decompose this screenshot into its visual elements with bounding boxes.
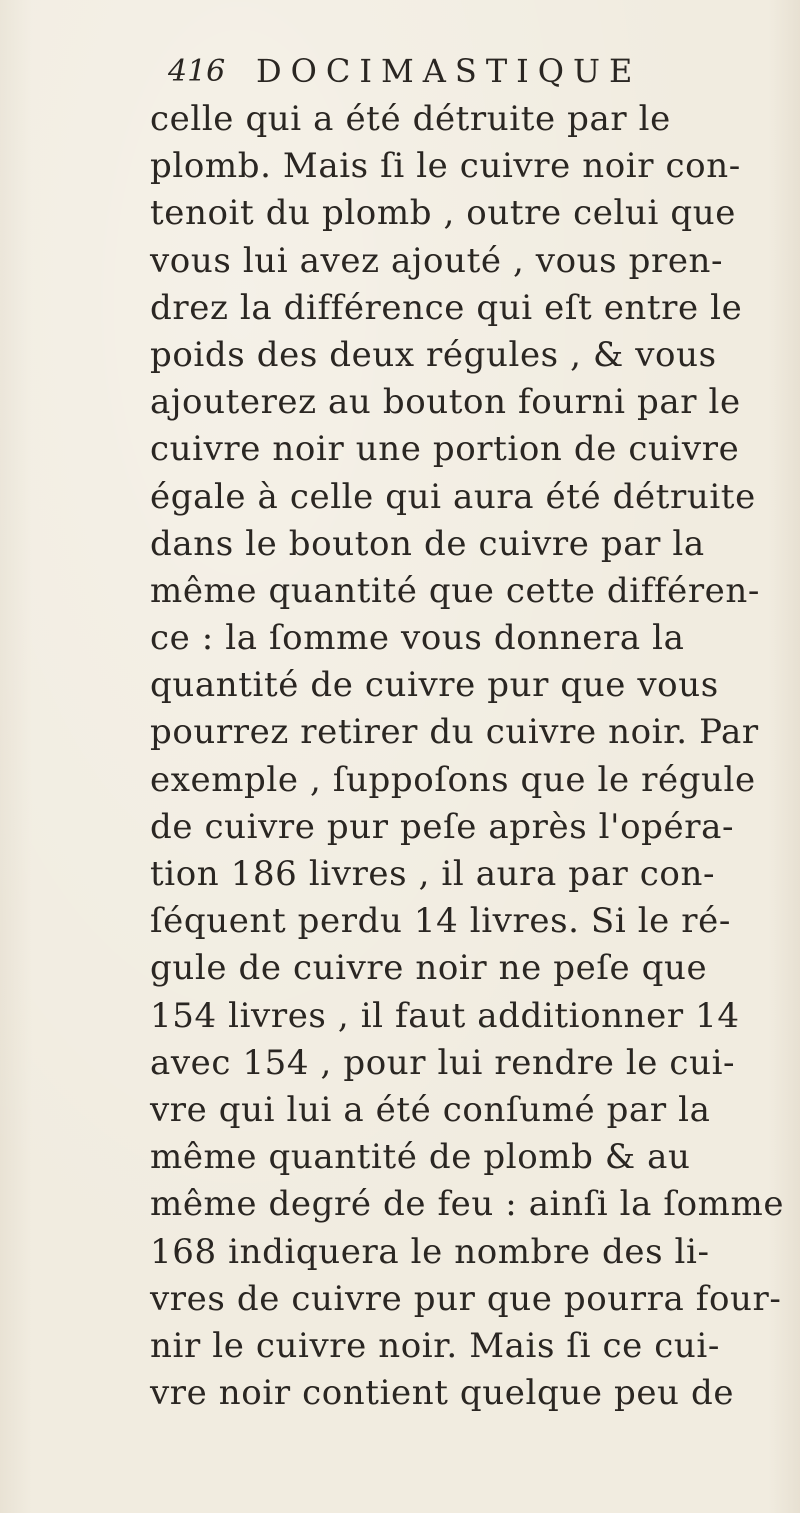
text-line: ce : la ſomme vous donnera la bbox=[150, 618, 685, 659]
text-line: gule de cuivre noir ne peſe que bbox=[150, 948, 708, 989]
text-line: même quantité de plomb & au bbox=[150, 1137, 691, 1178]
text-line: 168 indiquera le nombre des li- bbox=[150, 1231, 710, 1272]
text-line: tenoit du plomb , outre celui que bbox=[150, 193, 736, 234]
page-number: 416 bbox=[168, 54, 226, 89]
text-line: vous lui avez ajouté , vous pren- bbox=[150, 240, 724, 281]
text-line: même degré de feu : ainſi la ſomme bbox=[150, 1184, 785, 1225]
page-header bbox=[168, 52, 768, 96]
text-line: plomb. Mais ſi le cuivre noir con- bbox=[150, 146, 741, 187]
text-line: pourrez retirer du cuivre noir. Par bbox=[150, 712, 759, 753]
text-line: même quantité que cette différen- bbox=[150, 570, 760, 611]
text-line: quantité de cuivre pur que vous bbox=[150, 665, 719, 706]
text-line: vres de cuivre pur que pourra four- bbox=[150, 1278, 782, 1319]
text-line: ſéquent perdu 14 livres. Si le ré- bbox=[150, 901, 731, 942]
text-line: vre noir contient quelque peu de bbox=[150, 1373, 735, 1414]
body-text bbox=[150, 96, 790, 1417]
text-line: nir le cuivre noir. Mais ſi ce cui- bbox=[150, 1325, 720, 1366]
text-line: vre qui lui a été conſumé par la bbox=[150, 1089, 711, 1130]
text-line: de cuivre pur peſe après l'opéra- bbox=[150, 806, 735, 847]
running-head: DOCIMASTIQUE bbox=[256, 52, 642, 90]
text-line: celle qui a été détruite par le bbox=[150, 99, 671, 139]
text-line: égale à celle qui aura été détruite bbox=[150, 476, 756, 517]
text-line: drez la différence qui eſt entre le bbox=[150, 287, 743, 328]
text-line: exemple , ſuppoſons que le régule bbox=[150, 759, 756, 800]
text-line: poids des deux régules , & vous bbox=[150, 334, 717, 375]
text-line: tion 186 livres , il aura par con- bbox=[150, 854, 716, 894]
text-line: dans le bouton de cuivre par la bbox=[150, 523, 705, 564]
text-line: ajouterez au bouton fourni par le bbox=[150, 382, 741, 423]
text-line: cuivre noir une portion de cuivre bbox=[150, 429, 740, 470]
text-line: avec 154 , pour lui rendre le cui- bbox=[150, 1042, 736, 1083]
text-line: 154 livres , il faut additionner 14 bbox=[150, 995, 740, 1036]
